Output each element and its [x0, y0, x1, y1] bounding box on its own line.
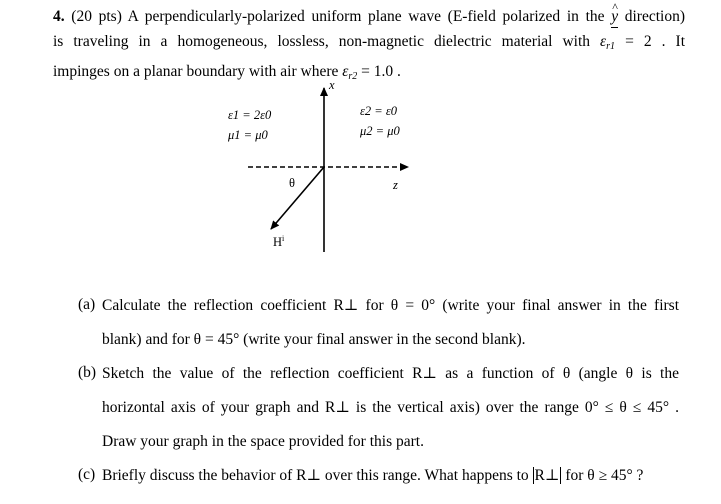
part-b-row-2: horizontal axis of your graph and R⊥ is the vertical axis) over the range 0° ≤ θ ≤ 45° .	[102, 399, 679, 416]
region1-permittivity: ε1 = 2ε0	[228, 108, 272, 122]
problem-text-3: impinges on a planar boundary with air where	[53, 63, 339, 80]
part-c-abs-r: R⊥	[534, 467, 560, 484]
problem-text-1: (20 pts) A perpendicularly-polarized uniform plane wave (E-field polarized in the	[71, 8, 605, 25]
part-a	[78, 296, 679, 364]
part-b	[78, 364, 679, 466]
h-field-superscript: i	[282, 234, 285, 243]
h-field-symbol: H	[273, 235, 283, 250]
part-c-text-a: Briefly discuss the behavior of R⊥ over this range. What happens to	[102, 467, 529, 484]
part-a-text	[102, 296, 679, 364]
part-b-tag: (b)	[78, 364, 97, 381]
part-b-row-1: Sketch the value of the reflection coefficient R⊥ as a function of θ (angle θ is the	[102, 365, 679, 382]
eps-r1-symbol: ε	[600, 33, 607, 50]
problem-number: 4.	[53, 8, 65, 25]
z-axis-label: z	[393, 178, 398, 192]
part-c	[78, 466, 679, 500]
eps-r2-subscript: r2	[348, 71, 358, 82]
region1-permeability: μ1 = μ0	[228, 128, 268, 142]
part-a-tag: (a)	[78, 296, 96, 313]
part-a-row-1: Calculate the reflection coefficient R⊥ for θ = 0° (write your final answer in the first	[102, 297, 679, 314]
part-c-text-b: for θ ≥ 45° ?	[565, 467, 644, 484]
part-c-text	[102, 466, 679, 500]
incident-h-arrow	[271, 167, 324, 229]
part-b-text	[102, 364, 679, 466]
part-a-row-2: blank) and for θ = 45° (write your final answer in the second blank).	[102, 331, 526, 348]
part-c-row-1	[102, 466, 679, 500]
region2-permittivity: ε2 = ε0	[360, 104, 398, 118]
theta-angle-label: θ	[289, 176, 295, 190]
h-field-label	[273, 234, 284, 250]
eps-r2-value: = 1.0 .	[361, 63, 401, 80]
y-hat-symbol: ^ y	[611, 4, 618, 29]
x-axis-label: x	[329, 78, 335, 92]
problem-text-1-end: direction)	[624, 8, 686, 25]
eps-r1-subscript: r1	[606, 41, 616, 52]
question-parts	[78, 296, 679, 500]
eps-r1-value: = 2 . It	[625, 33, 686, 50]
part-b-row-3: Draw your graph in the space provided for this part.	[102, 433, 424, 450]
eps-r2-symbol: ε	[342, 63, 349, 80]
part-c-tag: (c)	[78, 466, 96, 483]
region2-permeability: μ2 = μ0	[360, 124, 400, 138]
problem-text-2: is traveling in a homogeneous, lossless, non-magnetic dielectric material with	[53, 33, 591, 50]
